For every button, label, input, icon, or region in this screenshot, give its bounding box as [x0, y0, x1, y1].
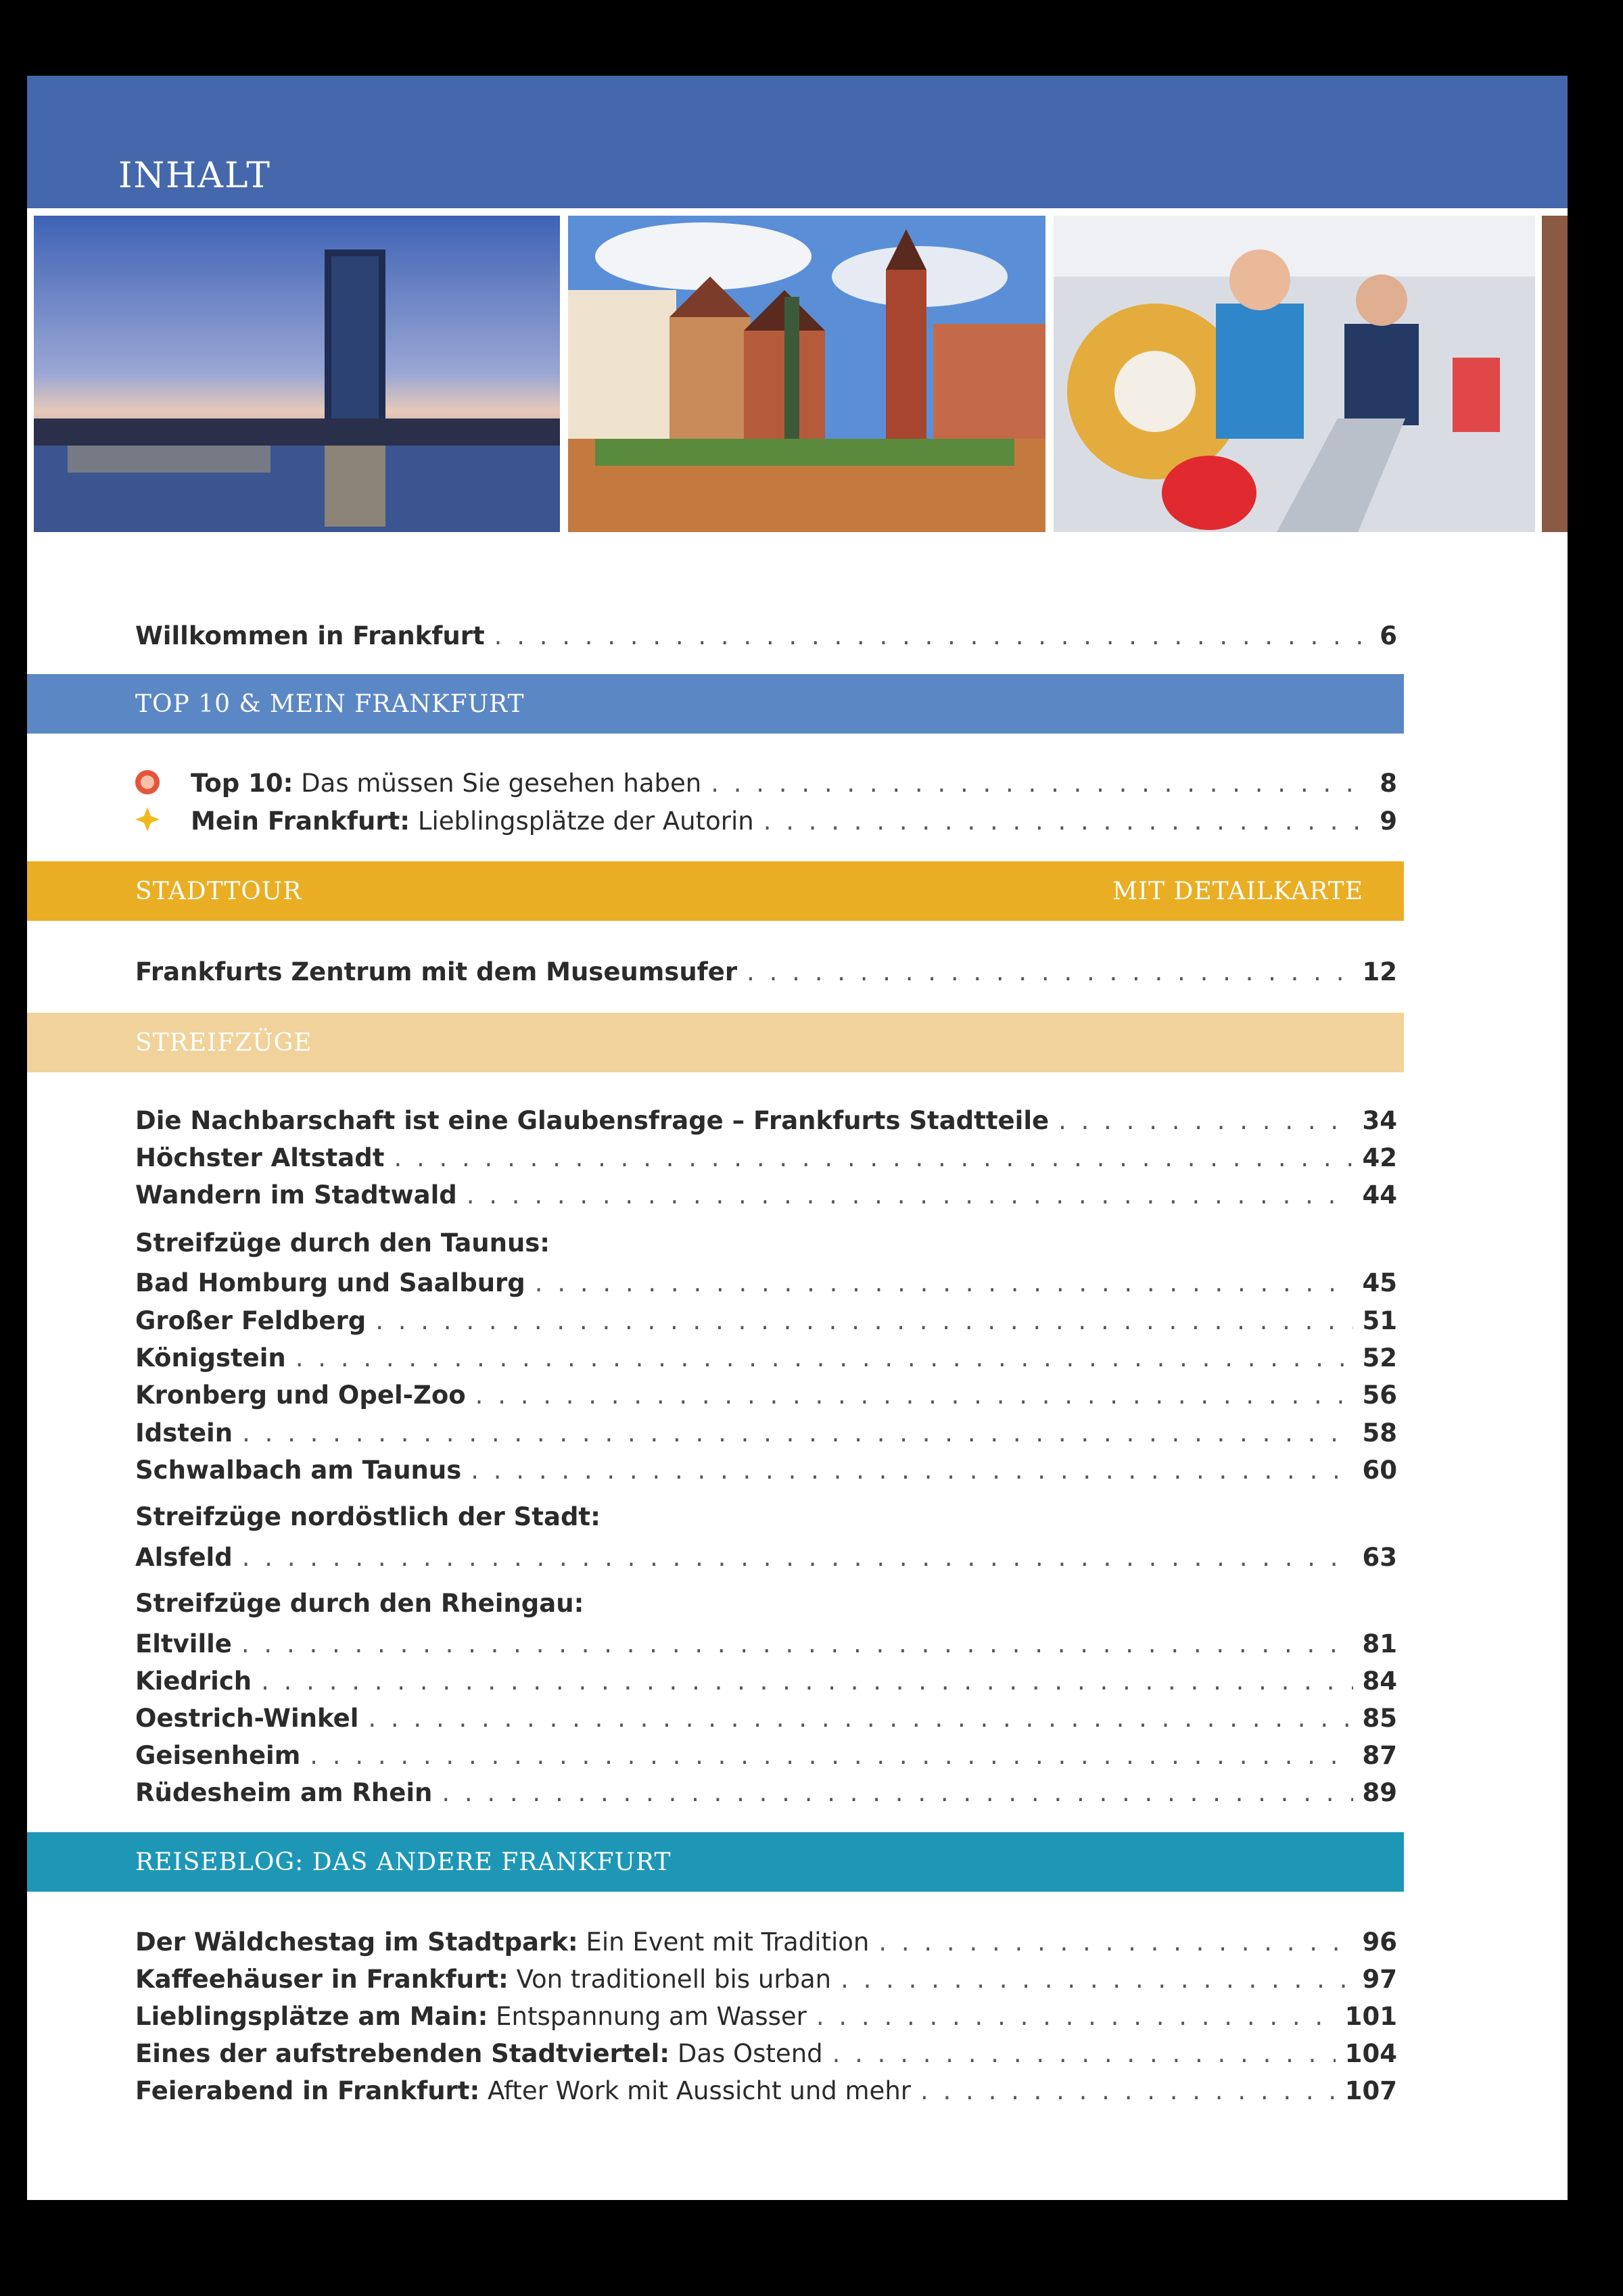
entry-label: Kronberg und Opel-Zoo: [135, 1381, 466, 1410]
group-heading-nordost: Streifzüge nordöstlich der Stadt:: [135, 1502, 601, 1531]
entry-label: Kiedrich: [135, 1667, 252, 1696]
toc-entry[interactable]: [135, 1923, 1397, 1957]
entry-page: 45: [1362, 1268, 1397, 1297]
entry-label: Königstein: [135, 1343, 286, 1372]
dot-leader: [471, 1456, 1352, 1485]
entry-page: 58: [1362, 1418, 1397, 1448]
dot-leader: [816, 2002, 1336, 2031]
toc-entry[interactable]: [135, 1960, 1397, 1994]
entry-label: Die Nachbarschaft ist eine Glaubensfrage – Frankfurts Stadtteile: [135, 1106, 1050, 1135]
entry-page: 42: [1362, 1143, 1397, 1172]
dot-leader: [442, 1778, 1352, 1807]
photo-edge: [1542, 216, 1568, 532]
group-heading-taunus: Streifzüge durch den Taunus:: [135, 1228, 550, 1258]
top10-icon: [134, 769, 161, 796]
toc-entry-mein-frankfurt[interactable]: [191, 802, 1397, 836]
dot-leader: [242, 1418, 1352, 1448]
entry-page: 9: [1380, 807, 1397, 836]
dot-leader: [763, 807, 1371, 836]
star-icon: [134, 806, 161, 833]
entry-page: 104: [1344, 2039, 1397, 2068]
toc-entry[interactable]: [135, 1773, 1397, 1807]
dot-leader: [241, 1629, 1353, 1658]
dot-leader: [832, 2039, 1336, 2068]
toc-entry[interactable]: [135, 2034, 1397, 2068]
dot-leader: [261, 1667, 1352, 1696]
section-band-streifzuege: [27, 1013, 1404, 1072]
dot-leader: [310, 1741, 1352, 1770]
entry-label-rest: Das müssen Sie gesehen haben: [293, 769, 702, 798]
entry-page: 63: [1362, 1543, 1397, 1572]
section-title-reiseblog: REISEBLOG: DAS ANDERE FRANKFURT: [135, 1848, 672, 1876]
entry-page: 51: [1362, 1306, 1397, 1335]
entry-label-bold: Eines der aufstrebenden Stadtviertel:: [135, 2039, 670, 2068]
toc-entry[interactable]: [135, 1139, 1397, 1172]
section-band-reiseblog: [27, 1832, 1404, 1892]
dot-leader: [475, 1381, 1353, 1410]
entry-page: 81: [1362, 1629, 1397, 1658]
section-title-stadttour: STADTTOUR: [135, 878, 302, 905]
dot-leader: [1058, 1106, 1352, 1135]
dot-leader: [747, 957, 1352, 986]
entry-page: 56: [1362, 1381, 1397, 1410]
entry-page: 6: [1380, 621, 1397, 650]
toc-entry[interactable]: [135, 2072, 1397, 2105]
toc-entry-top10[interactable]: [191, 764, 1397, 798]
old-town-photo: [568, 216, 1045, 532]
entry-page: 52: [1362, 1343, 1397, 1372]
entry-label-rest: Von traditionell bis urban: [508, 1965, 832, 1994]
entry-label-rest: Das Ostend: [669, 2039, 823, 2068]
entry-label-bold: Der Wäldchestag im Stadtpark:: [135, 1928, 578, 1957]
entry-label: Höchster Altstadt: [135, 1143, 385, 1172]
toc-entry[interactable]: [135, 1176, 1397, 1210]
entry-label-bold: Top 10:: [191, 769, 293, 798]
toc-entry[interactable]: [135, 1301, 1397, 1335]
toc-entry[interactable]: [135, 1997, 1397, 2031]
toc-entry-willkommen[interactable]: [135, 617, 1397, 650]
page-title: INHALT: [118, 156, 271, 196]
entry-label: Alsfeld: [135, 1543, 233, 1572]
dot-leader: [394, 1143, 1352, 1172]
dot-leader: [242, 1543, 1353, 1572]
entry-label-bold: Mein Frankfurt:: [191, 807, 410, 836]
entry-page: 34: [1362, 1106, 1397, 1135]
dot-leader: [878, 1928, 1352, 1957]
toc-entry[interactable]: [135, 1264, 1397, 1297]
toc-entry[interactable]: [135, 1376, 1397, 1410]
toc-entry[interactable]: [135, 1699, 1397, 1733]
section-band-stadttour: [27, 861, 1404, 921]
dot-leader: [368, 1704, 1352, 1733]
entry-page: 84: [1362, 1667, 1397, 1696]
entry-page: 85: [1362, 1704, 1397, 1733]
entry-label-rest: Lieblingsplätze der Autorin: [410, 807, 754, 836]
entry-label: Wandern im Stadtwald: [135, 1180, 457, 1210]
section-subtitle-detailkarte: MIT DETAILKARTE: [1112, 878, 1363, 905]
dot-leader: [841, 1965, 1352, 1994]
toc-entry-zentrum[interactable]: [135, 953, 1397, 986]
skyline-photo: [34, 216, 560, 532]
toc-page: [27, 76, 1568, 2200]
entry-label: Schwalbach am Taunus: [135, 1456, 462, 1485]
entry-label: Eltville: [135, 1629, 232, 1658]
header-band: [27, 76, 1568, 208]
entry-label: Geisenheim: [135, 1741, 301, 1770]
entry-page: 89: [1362, 1778, 1397, 1807]
dot-leader: [467, 1180, 1353, 1210]
dot-leader: [494, 621, 1371, 650]
toc-entry[interactable]: [135, 1625, 1397, 1658]
dot-leader: [296, 1343, 1353, 1372]
entry-label-bold: Feierabend in Frankfurt:: [135, 2076, 480, 2105]
entry-label: Frankfurts Zentrum mit dem Museumsufer: [135, 957, 738, 986]
entry-label: Idstein: [135, 1418, 233, 1448]
entry-page: 12: [1362, 957, 1397, 986]
entry-label-bold: Kaffeehäuser in Frankfurt:: [135, 1965, 509, 1994]
toc-entry[interactable]: [135, 1662, 1397, 1696]
section-title-streifzuege: STREIFZÜGE: [135, 1029, 312, 1057]
dot-leader: [711, 769, 1370, 798]
toc-entry[interactable]: [135, 1101, 1397, 1135]
toc-entry[interactable]: [135, 1736, 1397, 1770]
entry-page: 107: [1344, 2076, 1397, 2105]
entry-label-rest: After Work mit Aussicht und mehr: [479, 2076, 911, 2105]
children-museum-photo: [1054, 216, 1535, 532]
entry-label-bold: Lieblingsplätze am Main:: [135, 2002, 488, 2031]
entry-label: Willkommen in Frankfurt: [135, 621, 485, 650]
entry-page: 60: [1362, 1456, 1397, 1485]
entry-page: 97: [1362, 1965, 1397, 1994]
entry-label: Bad Homburg und Saalburg: [135, 1268, 525, 1297]
entry-label-rest: Entspannung am Wasser: [488, 2002, 807, 2031]
toc-entry[interactable]: [135, 1538, 1397, 1572]
entry-page: 87: [1362, 1741, 1397, 1770]
entry-label: Rüdesheim am Rhein: [135, 1778, 433, 1807]
entry-label: Oestrich-Winkel: [135, 1704, 359, 1733]
entry-page: 44: [1362, 1180, 1397, 1210]
entry-page: 8: [1380, 769, 1397, 798]
entry-label: Großer Feldberg: [135, 1306, 367, 1335]
entry-page: 96: [1362, 1928, 1397, 1957]
dot-leader: [920, 2076, 1336, 2105]
section-band-top10: [27, 674, 1404, 734]
entry-page: 101: [1344, 2002, 1397, 2031]
group-heading-rheingau: Streifzüge durch den Rheingau:: [135, 1589, 584, 1618]
dot-leader: [375, 1306, 1352, 1335]
toc-entry[interactable]: [135, 1414, 1397, 1448]
entry-label-rest: Ein Event mit Tradition: [578, 1928, 870, 1957]
dot-leader: [535, 1268, 1353, 1297]
toc-entry[interactable]: [135, 1451, 1397, 1485]
section-title-top10: TOP 10 & MEIN FRANKFURT: [135, 690, 525, 718]
toc-entry[interactable]: [135, 1339, 1397, 1372]
